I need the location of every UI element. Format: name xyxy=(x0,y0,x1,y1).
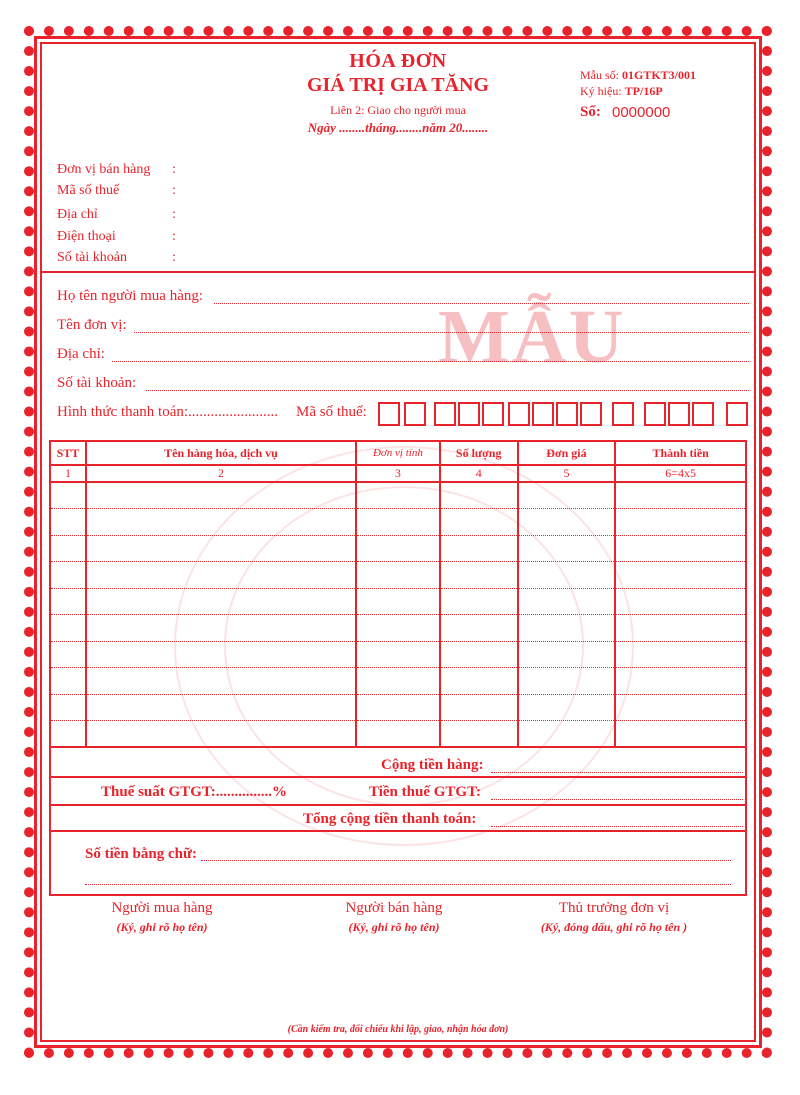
grand-total-label: Tổng cộng tiền thanh toán: xyxy=(303,811,477,827)
seller-tax-label: Mã số thuế xyxy=(57,183,120,198)
buyer-address-label: Địa chỉ: xyxy=(57,346,105,362)
in-words-label: Số tiền bằng chữ: xyxy=(85,846,197,862)
tax-digit-box[interactable] xyxy=(508,402,530,426)
form-label: Mẫu số: xyxy=(580,68,619,82)
vat-amount-field[interactable] xyxy=(491,799,743,800)
divider xyxy=(51,776,745,778)
in-words-field[interactable] xyxy=(201,860,731,861)
table-row[interactable] xyxy=(50,535,746,562)
table-row[interactable] xyxy=(50,694,746,721)
payment-method-label: Hình thức thanh toán:........................ xyxy=(57,404,279,420)
tax-digit-box[interactable] xyxy=(378,402,400,426)
col-header-item: Tên hàng hóa, dịch vụ xyxy=(86,441,356,465)
table-row[interactable] xyxy=(50,509,746,536)
table-row[interactable] xyxy=(50,721,746,748)
invoice-title: HÓA ĐƠN xyxy=(349,50,447,72)
vat-rate-label: Thuế suất GTGT: xyxy=(101,784,216,800)
form-number xyxy=(580,68,696,83)
symbol xyxy=(580,84,663,99)
buyer-signature-note: (Ký, ghi rõ họ tên) xyxy=(116,920,208,934)
index-cell: 6=4x5 xyxy=(615,465,746,482)
colon: : xyxy=(172,250,176,265)
director-signature-note: (Ký, đóng dấu, ghi rõ họ tên ) xyxy=(540,920,688,934)
divider xyxy=(51,830,745,832)
tax-digit-box[interactable] xyxy=(532,402,554,426)
table-row[interactable] xyxy=(50,615,746,642)
tax-digit-box[interactable] xyxy=(612,402,634,426)
watermark-mau: MẪU xyxy=(438,295,626,379)
buyer-name-field[interactable] xyxy=(214,303,749,304)
in-words-field-line2[interactable] xyxy=(85,884,731,885)
divider xyxy=(40,271,756,273)
buyer-tax-code-label: Mã số thuế: xyxy=(296,404,367,420)
grand-total-field[interactable] xyxy=(491,826,743,827)
col-header-unit: Đơn vị tính xyxy=(356,441,440,465)
table-row[interactable] xyxy=(50,668,746,695)
table-header-row xyxy=(50,441,746,465)
index-cell: 4 xyxy=(440,465,518,482)
tax-digit-box[interactable] xyxy=(668,402,690,426)
invoice-sheet xyxy=(24,26,772,1058)
items-table xyxy=(49,440,747,748)
vat-amount-label: Tiền thuế GTGT: xyxy=(369,784,481,800)
seller-account-label: Số tài khoản xyxy=(57,250,127,265)
invoice-subtitle: GIÁ TRỊ GIA TĂNG xyxy=(306,74,490,96)
buyer-name-label: Họ tên người mua hàng: xyxy=(57,288,204,304)
index-cell: 2 xyxy=(86,465,356,482)
tax-digit-box[interactable] xyxy=(458,402,480,426)
colon: : xyxy=(172,207,176,222)
tax-digit-box[interactable] xyxy=(644,402,666,426)
tax-digit-box[interactable] xyxy=(580,402,602,426)
tax-digit-box[interactable] xyxy=(482,402,504,426)
number-label: Số: xyxy=(580,104,601,120)
buyer-unit-field[interactable] xyxy=(134,332,749,333)
vat-rate xyxy=(101,784,287,801)
goods-total-label: Cộng tiền hàng: xyxy=(381,757,484,773)
divider xyxy=(51,804,745,806)
copy-line: Liên 2: Giao cho người mua xyxy=(330,103,466,117)
seller-phone-label: Điện thoại xyxy=(57,229,116,244)
colon: : xyxy=(172,162,176,177)
col-header-price: Đơn giá xyxy=(518,441,616,465)
buyer-address-field[interactable] xyxy=(112,361,749,362)
tax-digit-box[interactable] xyxy=(556,402,578,426)
buyer-account-field[interactable] xyxy=(146,390,749,391)
colon: : xyxy=(172,183,176,198)
colon: : xyxy=(172,229,176,244)
symbol-value: TP/16P xyxy=(624,84,663,98)
summary-box xyxy=(49,748,747,896)
index-cell: 1 xyxy=(50,465,86,482)
table-row[interactable] xyxy=(50,641,746,668)
seller-address-label: Địa chỉ xyxy=(57,207,98,222)
index-cell: 3 xyxy=(356,465,440,482)
goods-total-field[interactable] xyxy=(491,772,743,773)
director-signature-role: Thủ trưởng đơn vị xyxy=(558,900,670,916)
date-line: Ngày ........tháng........năm 20........ xyxy=(307,120,489,135)
footer-note: (Cần kiểm tra, đối chiếu khi lập, giao, nhận hóa đơn) xyxy=(287,1024,509,1035)
col-header-amount: Thành tiền xyxy=(615,441,746,465)
table-index-row xyxy=(50,465,746,482)
form-value: 01GTKT3/001 xyxy=(622,68,697,82)
tax-digit-box[interactable] xyxy=(726,402,748,426)
seller-signature-note: (Ký, ghi rõ họ tên) xyxy=(348,920,440,934)
tax-digit-box[interactable] xyxy=(404,402,426,426)
buyer-account-label: Số tài khoản: xyxy=(57,375,137,391)
number-value: 0000000 xyxy=(612,104,671,121)
tax-digit-box[interactable] xyxy=(692,402,714,426)
table-row[interactable] xyxy=(50,562,746,589)
seller-unit-label: Đơn vị bán hàng xyxy=(57,162,151,177)
col-header-stt: STT xyxy=(50,441,86,465)
index-cell: 5 xyxy=(518,465,616,482)
buyer-signature-role: Người mua hàng xyxy=(111,900,213,916)
table-row[interactable] xyxy=(50,482,746,509)
vat-rate-field[interactable]: ...............% xyxy=(215,784,287,800)
symbol-label: Ký hiệu: xyxy=(580,84,622,98)
tax-digit-box[interactable] xyxy=(434,402,456,426)
table-row[interactable] xyxy=(50,588,746,615)
seller-signature-role: Người bán hàng xyxy=(345,900,443,916)
buyer-unit-label: Tên đơn vị: xyxy=(57,317,127,333)
col-header-qty: Số lượng xyxy=(440,441,518,465)
